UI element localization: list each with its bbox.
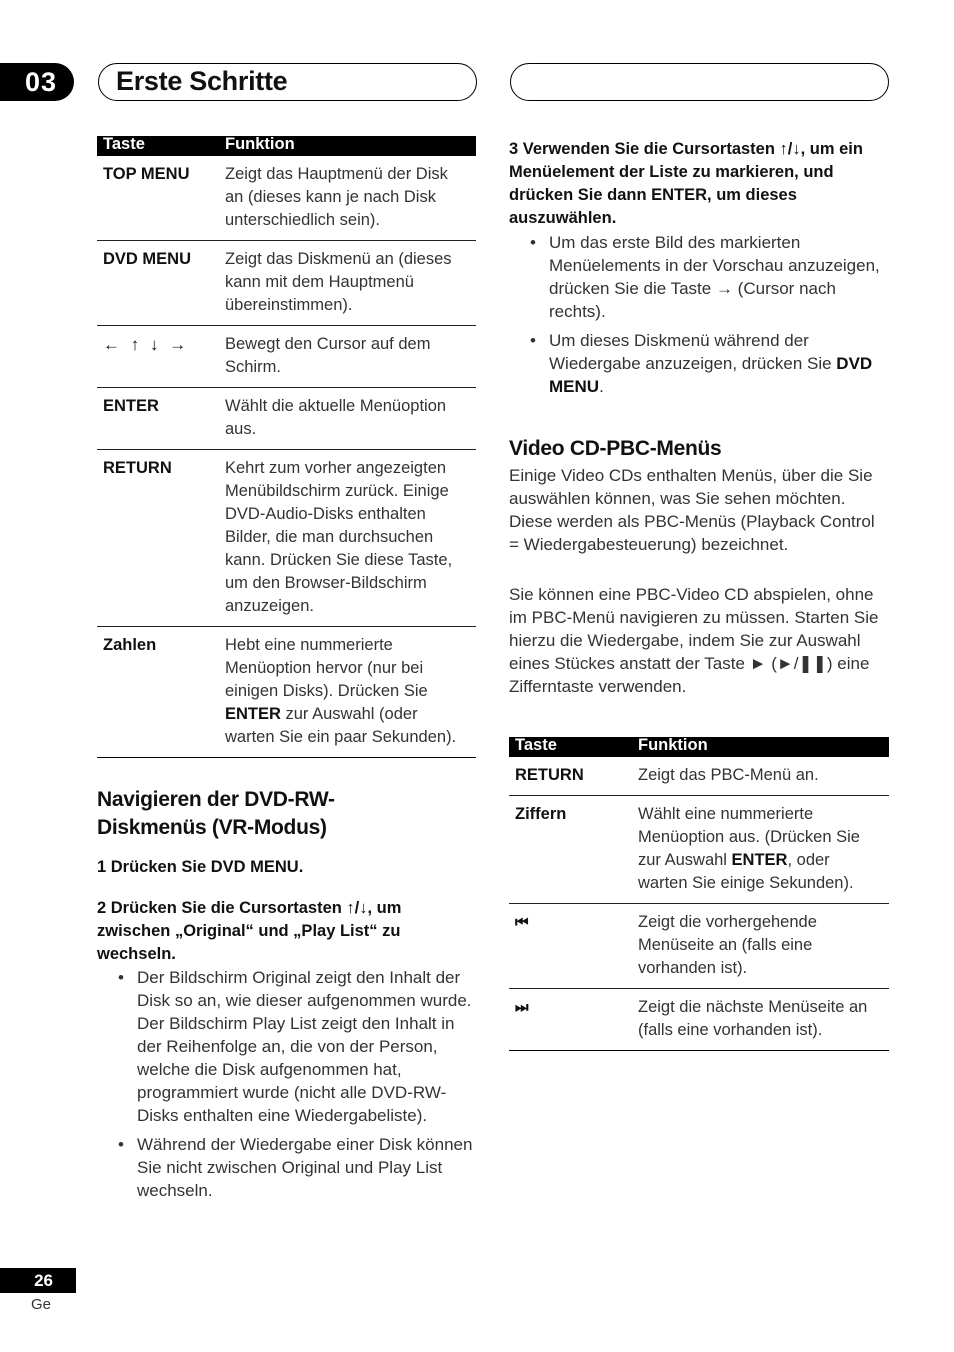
language-code: Ge (31, 1296, 52, 1313)
paragraph-pbc-intro: Einige Video CDs enthalten Menüs, über die Sie auswählen können, was Sie sehen möchten. Diese werden als PBC-Menüs (Playback Control = Wiedergabesteuerung) bezeichnet. (509, 466, 875, 554)
chapter-title: Erste Schritte (116, 66, 288, 96)
table-row (509, 904, 889, 989)
key-dvd-menu: DVD MENU (97, 241, 219, 326)
table-row (509, 757, 889, 796)
function-text: Zeigt das PBC-Menü an. (632, 757, 889, 796)
bullet-list-right (529, 231, 884, 404)
function-text-part: zur Auswahl (oder warten Sie ein paar Sekunden). (225, 705, 457, 746)
function-text (219, 627, 476, 758)
key-return: RETURN (509, 757, 632, 796)
function-text-part: Wählt eine nummerierte Menüoption aus. (Drücken Sie zur Auswahl (638, 805, 860, 869)
function-text: Zeigt das Diskmenü an (dieses kann mit dem Hauptmenü übereinstimmen). (219, 241, 476, 326)
function-text: Kehrt zum vorher angezeigten Menübildschirm zurück. Einige DVD-Audio-Disks enthalten Bilder, die man durchsuchen kann. Drücken Sie diese Taste, um den Browser-Bildschirm anzuzeigen. (219, 450, 476, 627)
previous-icon: ⏮ (509, 904, 632, 989)
function-text: Zeigt das Hauptmenü der Disk an (dieses kann je nach Disk unterschiedlich sein). (219, 156, 476, 241)
pbc-key-function-table (509, 737, 889, 1051)
step-1: 1 Drücken Sie DVD MENU. (97, 858, 304, 876)
function-text: Bewegt den Cursor auf dem Schirm. (219, 326, 476, 388)
column-header-function: Funktion (219, 136, 476, 156)
column-header-key: Taste (509, 737, 632, 757)
key-numbers: Zahlen (97, 627, 219, 758)
table-row (97, 241, 476, 326)
function-text-part: Hebt eine nummerierte Menüoption hervor (nur bei einigen Disks). Drücken Sie (225, 636, 428, 700)
enter-key-label: ENTER (225, 705, 281, 723)
list-item: • Der Bildschirm Original zeigt den Inhalt der Disk so an, wie dieser aufgenommen wurde. Der Bildschirm Play List zeigt den Inhalt in der Reihenfolge an, die von der Person, welche die Disk aufgenommen hat, programmiert wurde (nicht alle DVD-RW-Disks enthalten eine Wiedergabeliste). (117, 966, 479, 1127)
table-row (97, 627, 476, 758)
function-text: Zeigt die vorhergehende Menüseite an (falls eine vorhanden ist). (632, 904, 889, 989)
key-digits: Ziffern (509, 796, 632, 904)
function-text (632, 796, 889, 904)
table-row (509, 989, 889, 1051)
list-item (529, 329, 884, 398)
function-text: Wählt die aktuelle Menüoption aus. (219, 388, 476, 450)
list-item-text: Um dieses Diskmenü während der Wiedergabe anzuzeigen, drücken Sie (549, 331, 837, 373)
step-2: 2 Drücken Sie die Cursortasten ↑/↓, um zwischen „Original“ und „Play List“ zu wechseln. (97, 899, 402, 963)
function-text: Zeigt die nächste Menüseite an (falls eine vorhanden ist). (632, 989, 889, 1051)
key-top-menu: TOP MENU (97, 156, 219, 241)
key-cursor-arrows-icon: ← ↑ ↓ → (97, 326, 219, 388)
section-heading-video-cd: Video CD-PBC-Menüs (509, 437, 722, 460)
step-3: 3 Verwenden Sie die Cursortasten ↑/↓, um ein Menüelement der Liste zu markieren, und drücken Sie dann ENTER, um dieses auszuwählen. (509, 140, 863, 227)
list-item-text: . (599, 377, 604, 396)
enter-key-label: ENTER (731, 851, 788, 869)
table-row (509, 796, 889, 904)
section-heading-dvd-rw: Navigieren der DVD-RW-Diskmenüs (VR-Modus) (97, 788, 335, 839)
bullet-list-left (117, 966, 479, 1208)
next-icon: ⏭ (509, 989, 632, 1051)
empty-title-box (510, 63, 889, 101)
table-row (97, 450, 476, 627)
page-number: 26 (0, 1268, 76, 1293)
chapter-number: 03 (0, 63, 74, 101)
key-enter: ENTER (97, 388, 219, 450)
key-return: RETURN (97, 450, 219, 627)
table-header (509, 737, 889, 757)
table-header (97, 136, 476, 156)
table-row (97, 156, 476, 241)
dvd-menu-key-label: DVD MENU (549, 354, 873, 396)
paragraph-pbc-play: Sie können eine PBC-Video CD abspielen, ohne im PBC-Menü navigieren zu müssen. Starten Sie hierzu die Wiedergabe, indem Sie zur Auswahl eines Stückes anstatt der Taste ► (►/❚❚) eine Zifferntaste verwenden. (509, 585, 879, 696)
column-header-key: Taste (97, 136, 219, 156)
function-text-part: , oder warten Sie einige Sekunden). (638, 851, 854, 892)
key-function-table (97, 136, 476, 758)
table-row (97, 326, 476, 388)
column-header-function: Funktion (632, 737, 889, 757)
chapter-title-box (98, 63, 477, 101)
list-item: • Während der Wiedergabe einer Disk können Sie nicht zwischen Original und Play List wechseln. (117, 1133, 479, 1202)
table-row (97, 388, 476, 450)
list-item: • Um das erste Bild des markierten Menüelements in der Vorschau anzuzeigen, drücken Sie die Taste → (Cursor nach rechts). (529, 231, 884, 323)
